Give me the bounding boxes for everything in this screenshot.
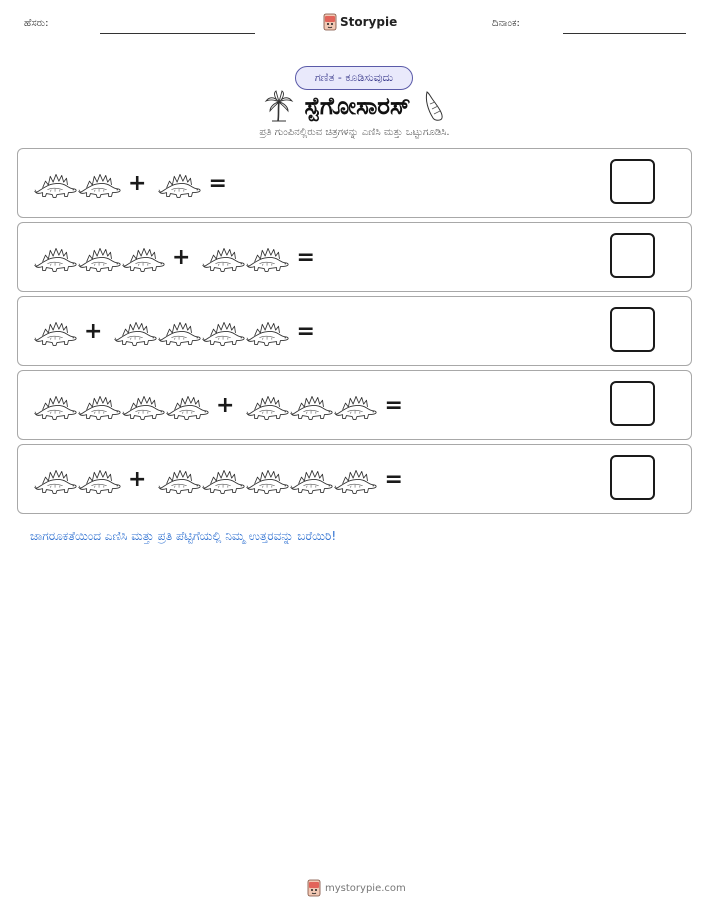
plus-sign: +	[128, 171, 147, 196]
stegosaurus-icon	[246, 463, 290, 497]
stegosaurus-icon	[122, 241, 166, 275]
storypie-mascot-icon	[323, 13, 337, 31]
stegosaurus-icon	[34, 463, 78, 497]
date-label: ದಿನಾಂಕ:	[492, 18, 520, 29]
footer-url: mystorypie.com	[325, 882, 406, 894]
footer-note: ಜಾಗರೂಕತೆಯಿಂದ ಎಣಿಸಿ ಮತ್ತು ಪ್ರತಿ ಪೆಟ್ಟಿಗೆಯಲ್ಲಿ ನಿಮ್ಮ ಉತ್ತರವನ್ನು ಬರೆಯಿರಿ!	[30, 529, 337, 543]
stegosaurus-icon	[290, 463, 334, 497]
stegosaurus-icon	[114, 315, 158, 349]
name-field[interactable]	[100, 33, 255, 34]
name-label: ಹೆಸರು:	[24, 18, 49, 29]
footer-brand	[307, 879, 406, 897]
stegosaurus-icon	[334, 389, 378, 423]
equation	[34, 388, 403, 424]
stegosaurus-icon	[246, 315, 290, 349]
answer-box[interactable]	[610, 455, 655, 500]
stegosaurus-icon	[78, 463, 122, 497]
stegosaurus-icon	[202, 241, 246, 275]
stegosaurus-icon	[158, 167, 202, 201]
answer-box[interactable]	[610, 381, 655, 426]
equation	[34, 314, 315, 350]
instruction-text: ಪ್ರತಿ ಗುಂಪಿನಲ್ಲಿರುವ ಚಿತ್ರಗಳನ್ನು ಎಣಿಸಿ ಮತ್ತು ಒಟ್ಟುಗೂಡಿಸಿ.	[259, 127, 450, 138]
problem-row	[17, 444, 692, 514]
stegosaurus-icon	[202, 463, 246, 497]
stegosaurus-icon	[158, 463, 202, 497]
answer-box[interactable]	[610, 307, 655, 352]
equals-sign: =	[384, 467, 403, 492]
stegosaurus-icon	[246, 389, 290, 423]
storypie-logo	[323, 13, 397, 31]
equals-sign: =	[296, 245, 315, 270]
answer-box[interactable]	[610, 233, 655, 278]
stegosaurus-icon	[78, 241, 122, 275]
problem-row	[17, 296, 692, 366]
stegosaurus-icon	[334, 463, 378, 497]
plus-sign: +	[128, 467, 147, 492]
brand-name: Storypie	[340, 15, 398, 29]
plus-sign: +	[216, 393, 235, 418]
stegosaurus-icon	[122, 389, 166, 423]
problem-row	[17, 222, 692, 292]
stegosaurus-icon	[34, 167, 78, 201]
problem-row	[17, 148, 692, 218]
problem-row	[17, 370, 692, 440]
stegosaurus-icon	[202, 315, 246, 349]
plus-sign: +	[84, 319, 103, 344]
equals-sign: =	[384, 393, 403, 418]
date-field[interactable]	[563, 33, 686, 34]
equals-sign: =	[208, 171, 227, 196]
stegosaurus-icon	[290, 389, 334, 423]
equation	[34, 240, 315, 276]
equation	[34, 462, 403, 498]
stegosaurus-icon	[78, 389, 122, 423]
stegosaurus-icon	[34, 241, 78, 275]
answer-box[interactable]	[610, 159, 655, 204]
stegosaurus-icon	[34, 389, 78, 423]
topic-badge: ಗಣಿತ - ಕೂಡಿಸುವುದು	[295, 66, 413, 90]
equals-sign: =	[296, 319, 315, 344]
dinosaur-horn-icon	[421, 90, 445, 122]
stegosaurus-icon	[158, 315, 202, 349]
equation	[34, 166, 227, 202]
stegosaurus-icon	[78, 167, 122, 201]
page-title: ಸ್ಟೆಗೋಸಾರಸ್	[304, 92, 411, 120]
stegosaurus-icon	[246, 241, 290, 275]
plus-sign: +	[172, 245, 191, 270]
stegosaurus-icon	[166, 389, 210, 423]
stegosaurus-icon	[34, 315, 78, 349]
palm-tree-icon	[264, 90, 294, 122]
storypie-mascot-icon	[307, 879, 321, 897]
title-row	[0, 88, 709, 124]
